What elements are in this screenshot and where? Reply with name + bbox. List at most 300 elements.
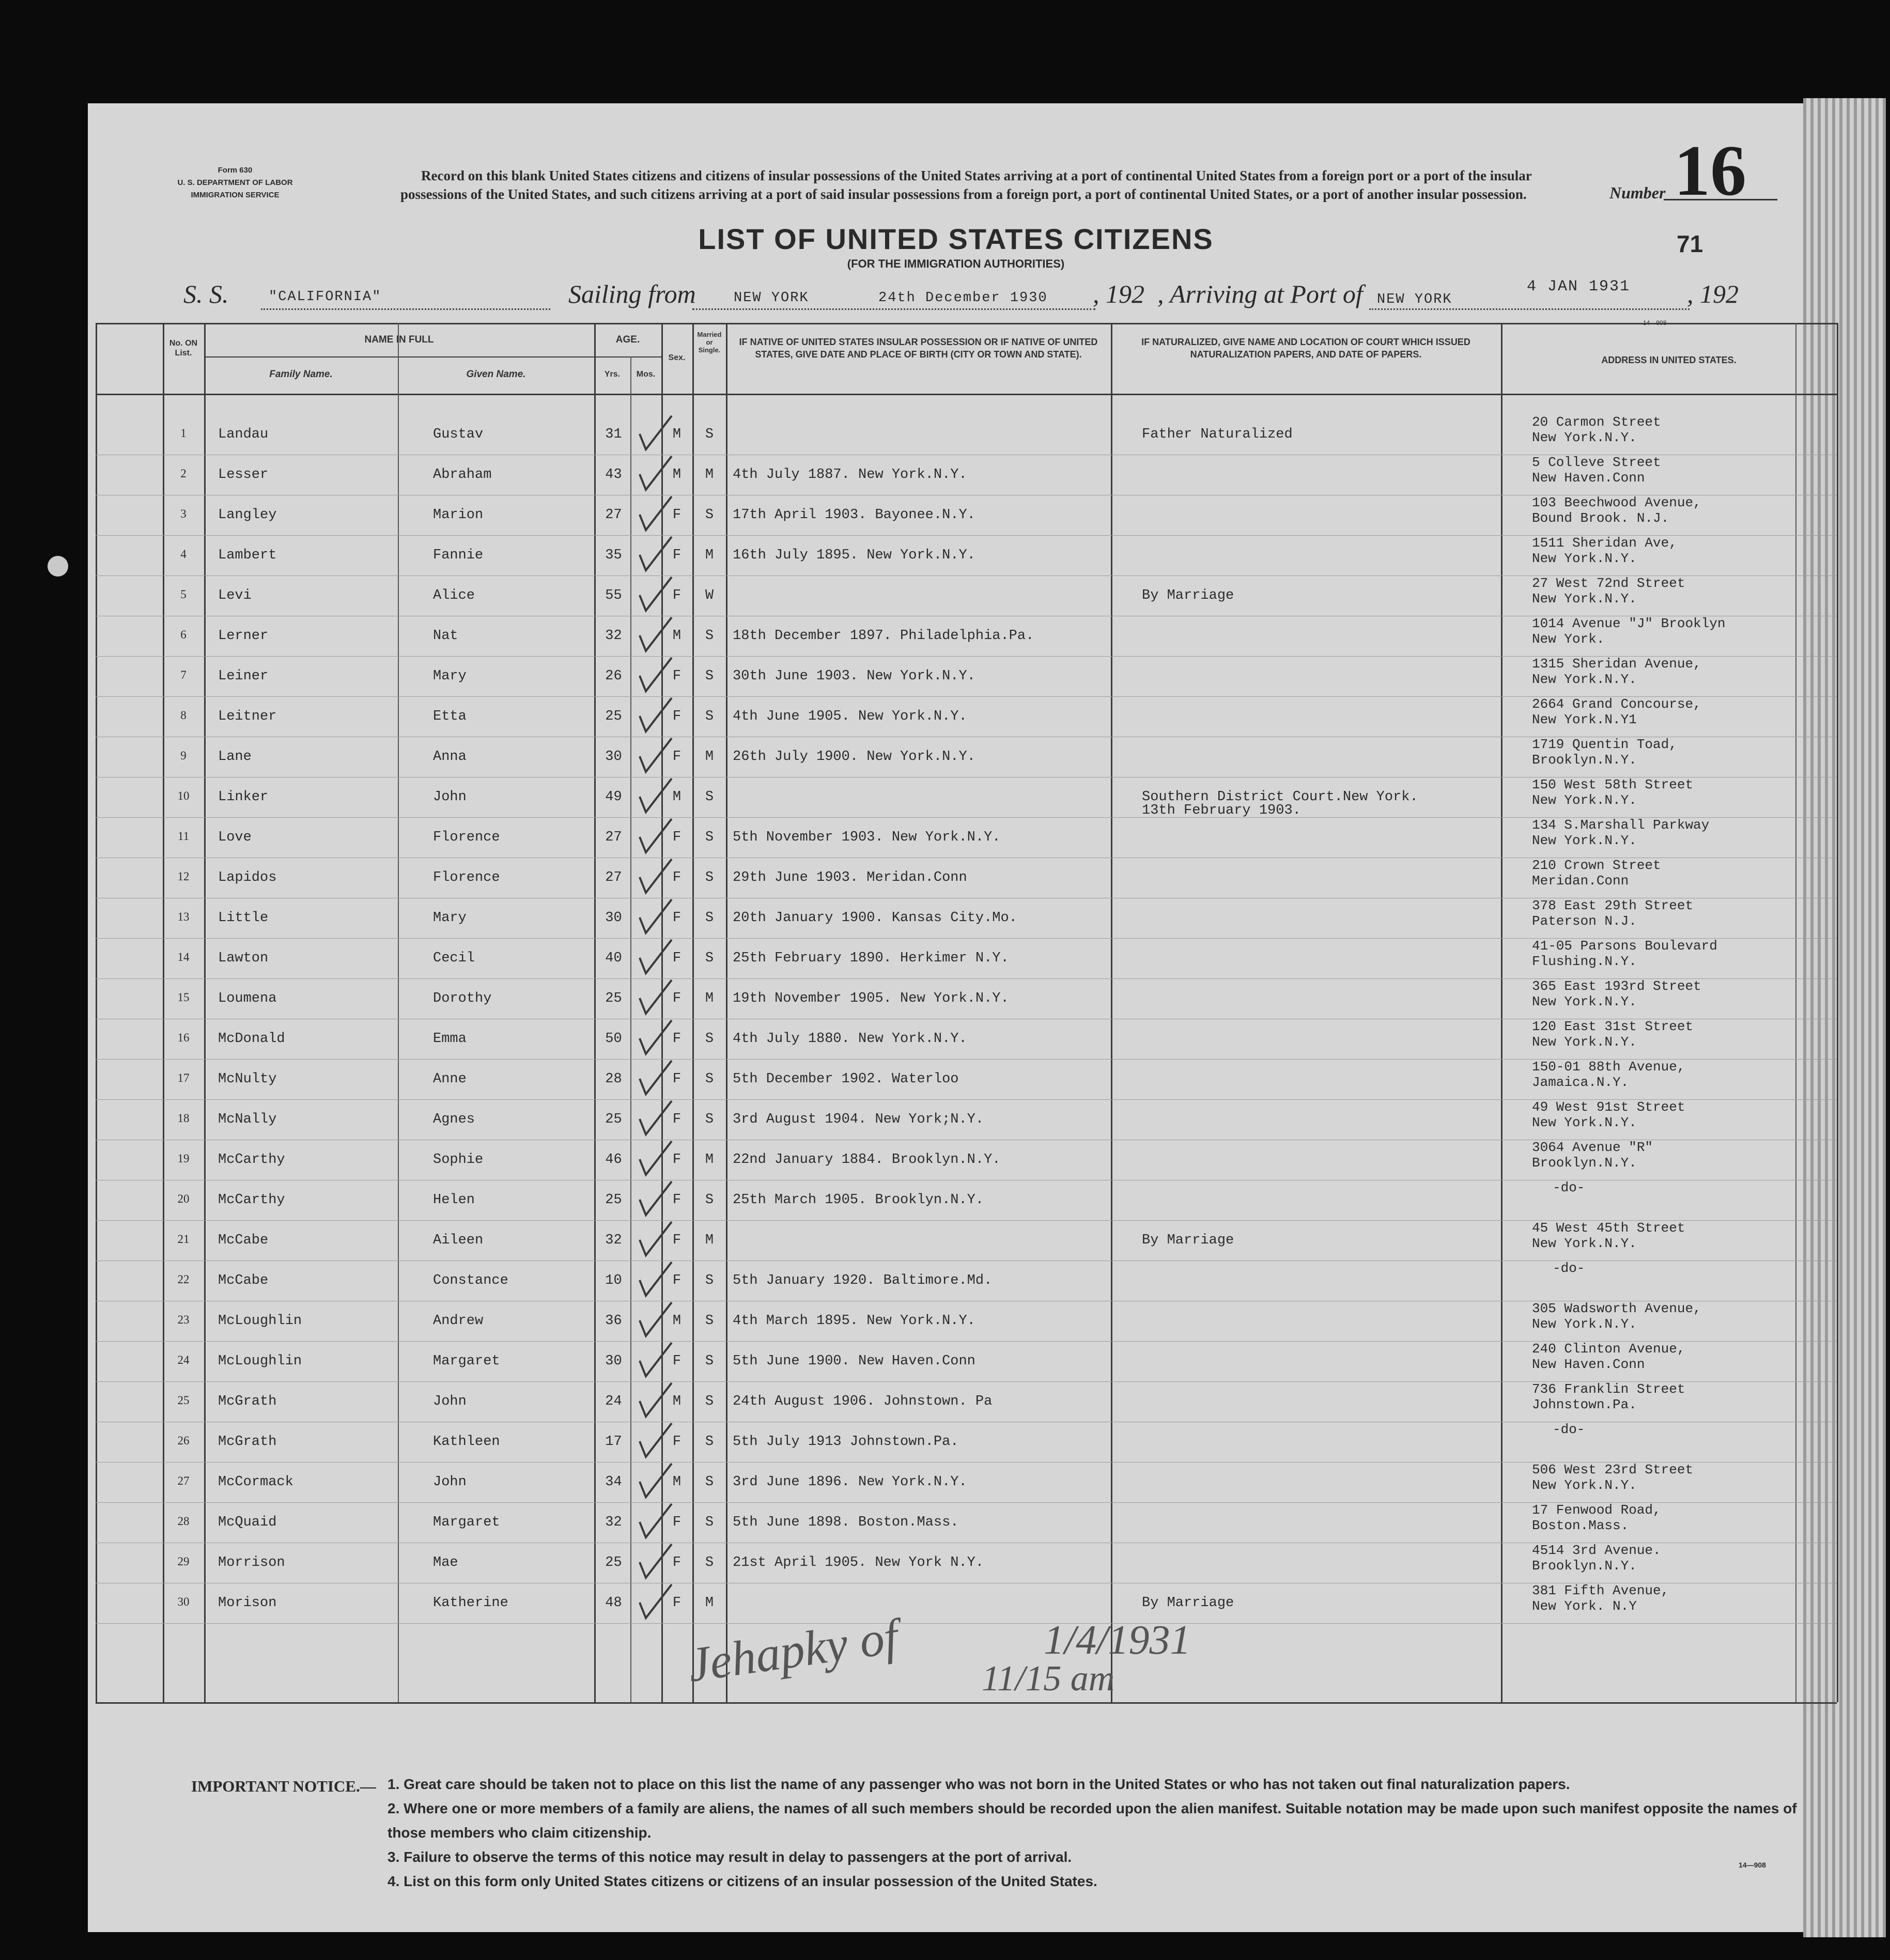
row-yrs: 30 xyxy=(605,749,622,765)
row-given: Mae xyxy=(433,1555,458,1570)
row-family: McLoughlin xyxy=(218,1354,302,1369)
row-given: Helen xyxy=(433,1192,475,1208)
row-ms: S xyxy=(705,1434,714,1450)
header-address: ADDRESS IN UNITED STATES. xyxy=(1601,355,1737,365)
row-family: McNulty xyxy=(218,1071,277,1087)
row-given: Etta xyxy=(433,709,467,724)
header-mos: Mos. xyxy=(636,370,656,379)
row-family: McCarthy xyxy=(218,1152,285,1168)
header-family-name: Family Name. xyxy=(269,369,333,380)
arriving-label: , Arriving at Port of xyxy=(1157,279,1363,308)
row-ms: S xyxy=(705,709,714,724)
row-address-line-1: 150-01 88th Avenue, xyxy=(1532,1059,1685,1075)
row-address-line-2: Jamaica.N.Y. xyxy=(1532,1075,1629,1090)
row-yrs: 25 xyxy=(605,709,622,724)
row-yrs: 27 xyxy=(605,830,622,845)
row-yrs: 17 xyxy=(605,1434,622,1450)
row-sex: F xyxy=(672,1152,681,1168)
row-sex: F xyxy=(672,548,681,563)
row-family: Little xyxy=(218,910,269,926)
row-address-line-1: 17 Fenwood Road, xyxy=(1532,1502,1661,1518)
row-no: 20 xyxy=(177,1192,190,1205)
row-given: Alice xyxy=(433,588,475,603)
row-family: McCarthy xyxy=(218,1192,285,1208)
row-sex: F xyxy=(672,1555,681,1570)
row-family: Leiner xyxy=(218,668,269,684)
row-sex: F xyxy=(672,1071,681,1087)
row-ms: S xyxy=(705,1071,714,1087)
row-address-line-2: New York.N.Y. xyxy=(1532,1034,1637,1050)
departure-port: NEW YORK xyxy=(734,290,809,306)
handwritten-date: 1/4/1931 xyxy=(1044,1617,1191,1663)
row-address-line-1: 1719 Quentin Toad, xyxy=(1532,737,1677,752)
row-given: Anna xyxy=(433,749,467,765)
row-ms: W xyxy=(705,588,714,603)
arrival-date-stamp: 4 JAN 1931 xyxy=(1527,278,1631,295)
row-no: 19 xyxy=(177,1152,190,1165)
row-sex: F xyxy=(672,1031,681,1047)
tally-check-mark xyxy=(640,779,672,812)
row-given: John xyxy=(433,1394,467,1409)
row-yrs: 32 xyxy=(605,1515,622,1530)
row-family: McNally xyxy=(218,1112,277,1127)
row-ms: M xyxy=(705,467,714,483)
row-sex: F xyxy=(672,709,681,724)
row-birth: 30th June 1903. New York.N.Y. xyxy=(733,668,975,684)
tally-check-mark xyxy=(640,1343,672,1376)
tally-check-mark xyxy=(640,899,672,933)
row-family: Love xyxy=(218,830,252,845)
row-sex: M xyxy=(672,789,681,805)
row-birth: 25th February 1890. Herkimer N.Y. xyxy=(733,951,1009,966)
tally-check-mark xyxy=(640,1101,672,1134)
row-family: Leitner xyxy=(218,709,277,724)
tally-check-mark xyxy=(640,537,672,570)
department-name: U. S. DEPARTMENT OF LABOR xyxy=(177,178,293,187)
row-no: 28 xyxy=(177,1515,190,1528)
row-birth: 24th August 1906. Johnstown. Pa xyxy=(733,1394,993,1409)
tally-check-mark xyxy=(640,1141,672,1175)
row-birth: 5th December 1902. Waterloo xyxy=(733,1071,959,1087)
row-given: Florence xyxy=(433,830,500,845)
row-yrs: 48 xyxy=(605,1595,622,1611)
row-sex: F xyxy=(672,1354,681,1369)
row-given: Fannie xyxy=(433,548,484,563)
row-address-line-1: -do- xyxy=(1553,1261,1585,1276)
row-address-line-2: Brooklyn.N.Y. xyxy=(1532,1155,1637,1171)
row-given: Florence xyxy=(433,870,500,885)
row-family: McGrath xyxy=(218,1394,277,1409)
row-family: Lawton xyxy=(218,951,269,966)
row-given: Margaret xyxy=(433,1515,500,1530)
row-sex: F xyxy=(672,910,681,926)
row-yrs: 35 xyxy=(605,548,622,563)
row-no: 18 xyxy=(177,1112,190,1125)
row-family: McCabe xyxy=(218,1273,269,1288)
header-sex: Sex. xyxy=(668,353,686,362)
row-address-line-1: 1315 Sheridan Avenue, xyxy=(1532,656,1701,672)
row-yrs: 25 xyxy=(605,1112,622,1127)
row-given: Agnes xyxy=(433,1112,475,1127)
tally-check-mark xyxy=(640,456,672,490)
row-sex: F xyxy=(672,1233,681,1248)
row-birth: 17th April 1903. Bayonee.N.Y. xyxy=(733,507,975,523)
row-family: Levi xyxy=(218,588,252,603)
row-yrs: 27 xyxy=(605,507,622,523)
row-address-line-1: 41-05 Parsons Boulevard xyxy=(1532,938,1717,954)
row-ms: S xyxy=(705,507,714,523)
row-given: Cecil xyxy=(433,951,475,966)
row-no: 23 xyxy=(177,1313,190,1326)
tally-check-mark xyxy=(640,819,672,852)
row-address-line-2: New York. xyxy=(1532,631,1605,647)
row-family: Linker xyxy=(218,789,269,805)
notice-item-4: 4. List on this form only United States citizens or citizens of an insular possession of the United States. xyxy=(388,1873,1097,1889)
arrival-year: , 192 xyxy=(1687,279,1739,308)
row-nat: By Marriage xyxy=(1142,1595,1234,1611)
row-address-line-2: Paterson N.J. xyxy=(1532,913,1637,929)
row-ms: S xyxy=(705,1515,714,1530)
row-address-line-1: 45 West 45th Street xyxy=(1532,1220,1685,1236)
row-ms: S xyxy=(705,1555,714,1570)
row-address-line-1: -do- xyxy=(1553,1422,1585,1437)
row-yrs: 25 xyxy=(605,1192,622,1208)
tally-check-mark xyxy=(640,940,672,973)
row-ms: S xyxy=(705,1031,714,1047)
row-yrs: 28 xyxy=(605,1071,622,1087)
row-yrs: 32 xyxy=(605,1233,622,1248)
row-yrs: 34 xyxy=(605,1474,622,1490)
row-nat: Southern District Court.New York. xyxy=(1142,789,1418,805)
row-address-line-1: 4514 3rd Avenue. xyxy=(1532,1543,1661,1558)
row-no: 30 xyxy=(177,1595,190,1608)
row-no: 29 xyxy=(177,1555,190,1568)
row-sex: F xyxy=(672,951,681,966)
row-birth: 18th December 1897. Philadelphia.Pa. xyxy=(733,628,1034,644)
row-no: 17 xyxy=(177,1071,190,1084)
row-ms: S xyxy=(705,1192,714,1208)
row-family: McGrath xyxy=(218,1434,277,1450)
row-family: Landau xyxy=(218,427,269,442)
row-address-line-1: 120 East 31st Street xyxy=(1532,1019,1694,1034)
row-given: Gustav xyxy=(433,427,484,442)
row-ms: S xyxy=(705,1313,714,1329)
list-number: 16 xyxy=(1674,131,1746,211)
row-given: John xyxy=(433,789,467,805)
row-given: Nat xyxy=(433,628,458,644)
row-given: John xyxy=(433,1474,467,1490)
form-number: Form 630 xyxy=(218,166,253,175)
important-notice-heading: IMPORTANT NOTICE.— xyxy=(191,1777,376,1795)
arrival-port: NEW YORK xyxy=(1377,292,1452,307)
row-given: Abraham xyxy=(433,467,492,483)
row-no: 7 xyxy=(180,668,187,681)
handwritten-time: 11/15 am xyxy=(982,1659,1115,1699)
row-address-line-2: Boston.Mass. xyxy=(1532,1518,1629,1533)
row-yrs: 24 xyxy=(605,1394,622,1409)
page-number: 71 xyxy=(1677,230,1703,257)
row-given: Mary xyxy=(433,668,467,684)
header-no: No. ON List. xyxy=(169,339,198,357)
row-sex: M xyxy=(672,467,681,483)
row-address-line-1: 20 Carmon Street xyxy=(1532,414,1661,430)
row-family: McLoughlin xyxy=(218,1313,302,1329)
document-title: LIST OF UNITED STATES CITIZENS xyxy=(698,223,1214,255)
row-naturalization-date: 13th February 1903. xyxy=(1142,803,1301,818)
row-no: 22 xyxy=(177,1273,190,1286)
row-ms: M xyxy=(705,749,714,765)
row-address-line-1: 103 Beechwood Avenue, xyxy=(1532,495,1701,510)
tally-check-mark xyxy=(640,577,672,611)
row-no: 5 xyxy=(180,588,187,601)
row-no: 9 xyxy=(180,749,187,762)
row-given: Dorothy xyxy=(433,991,492,1006)
tally-check-mark xyxy=(640,1222,672,1255)
row-no: 21 xyxy=(177,1233,190,1246)
row-no: 2 xyxy=(180,467,187,480)
row-nat: Father Naturalized xyxy=(1142,427,1293,442)
row-birth: 5th June 1900. New Haven.Conn xyxy=(733,1354,975,1369)
tally-check-mark xyxy=(640,1181,672,1215)
header-birth-place: IF NATIVE OF UNITED STATES INSULAR POSSESSION OR IF NATIVE OF UNITED STATES, GIVE DATE AND PLACE OF BIRTH (CITY OR TOWN AND STATE). xyxy=(739,337,1098,360)
row-family: Lerner xyxy=(218,628,269,644)
row-sex: F xyxy=(672,1595,681,1611)
departure-date: 24th December 1930 xyxy=(878,290,1048,306)
row-yrs: 26 xyxy=(605,668,622,684)
row-no: 6 xyxy=(180,628,187,641)
row-address-line-2: Flushing.N.Y. xyxy=(1532,954,1637,969)
row-birth: 20th January 1900. Kansas City.Mo. xyxy=(733,910,1017,926)
row-given: Kathleen xyxy=(433,1434,500,1450)
row-given: Anne xyxy=(433,1071,467,1087)
row-given: Margaret xyxy=(433,1354,500,1369)
row-no: 13 xyxy=(177,910,190,923)
row-sex: F xyxy=(672,830,681,845)
row-address-line-2: Brooklyn.N.Y. xyxy=(1532,1558,1637,1574)
row-nat: By Marriage xyxy=(1142,588,1234,603)
row-family: Morison xyxy=(218,1595,277,1611)
row-ms: S xyxy=(705,1394,714,1409)
row-yrs: 27 xyxy=(605,870,622,885)
row-birth: 4th March 1895. New York.N.Y. xyxy=(733,1313,975,1329)
tally-check-mark xyxy=(640,1423,672,1457)
row-ms: M xyxy=(705,1595,714,1611)
row-given: Katherine xyxy=(433,1595,508,1611)
tally-check-mark xyxy=(640,496,672,530)
row-sex: F xyxy=(672,507,681,523)
header-naturalization: IF NATURALIZED, GIVE NAME AND LOCATION OF COURT WHICH ISSUED NATURALIZATION PAPERS, AND DATE OF PAPERS. xyxy=(1141,337,1470,360)
row-birth: 5th November 1903. New York.N.Y. xyxy=(733,830,1001,845)
row-family: McCormack xyxy=(218,1474,293,1490)
header-given-name: Given Name. xyxy=(466,369,526,380)
row-address-line-2: Bound Brook. N.J. xyxy=(1532,510,1669,526)
row-address-line-2: New York.N.Y. xyxy=(1532,430,1637,445)
row-ms: S xyxy=(705,1112,714,1127)
row-sex: F xyxy=(672,749,681,765)
row-family: Lane xyxy=(218,749,252,765)
row-birth: 19th November 1905. New York.N.Y. xyxy=(733,991,1009,1006)
row-ms: M xyxy=(705,991,714,1006)
row-yrs: 31 xyxy=(605,427,622,442)
row-address-line-1: 1014 Avenue "J" Brooklyn xyxy=(1532,616,1726,631)
row-address-line-2: New York. N.Y xyxy=(1532,1598,1637,1614)
row-ms: S xyxy=(705,910,714,926)
row-address-line-1: 3064 Avenue "R" xyxy=(1532,1140,1653,1155)
departure-year: , 192 xyxy=(1093,279,1144,308)
row-yrs: 36 xyxy=(605,1313,622,1329)
tally-check-mark xyxy=(640,980,672,1014)
print-code: 14—908 xyxy=(1643,319,1667,326)
row-yrs: 30 xyxy=(605,1354,622,1369)
row-yrs: 46 xyxy=(605,1152,622,1168)
row-birth: 22nd January 1884. Brooklyn.N.Y. xyxy=(733,1152,1001,1168)
row-sex: M xyxy=(672,628,681,644)
tally-check-mark xyxy=(640,1020,672,1054)
row-birth: 4th July 1887. New York.N.Y. xyxy=(733,467,967,483)
handwritten-signature: Jehapky of xyxy=(684,1609,902,1692)
row-address-line-2: Brooklyn.N.Y. xyxy=(1532,752,1637,768)
row-yrs: 32 xyxy=(605,628,622,644)
row-address-line-1: 506 West 23rd Street xyxy=(1532,1462,1694,1477)
row-family: McQuaid xyxy=(218,1515,277,1530)
tally-check-mark xyxy=(640,698,672,732)
row-address-line-2: New York.N.Y. xyxy=(1532,994,1637,1009)
tally-check-mark xyxy=(640,1383,672,1417)
notice-item-1: 1. Great care should be taken not to place on this list the name of any passenger who was not born in the United States or who has not taken out final naturalization papers. xyxy=(388,1776,1570,1792)
row-ms: S xyxy=(705,628,714,644)
row-nat: By Marriage xyxy=(1142,1233,1234,1248)
row-address-line-2: New York.N.Y1 xyxy=(1532,712,1637,727)
row-given: Sophie xyxy=(433,1152,484,1168)
row-address-line-1: 381 Fifth Avenue, xyxy=(1532,1583,1669,1598)
row-birth: 4th July 1880. New York.N.Y. xyxy=(733,1031,967,1047)
row-given: Andrew xyxy=(433,1313,484,1329)
row-given: Emma xyxy=(433,1031,467,1047)
row-no: 12 xyxy=(177,870,190,883)
row-address-line-1: 2664 Grand Concourse, xyxy=(1532,696,1701,712)
row-sex: F xyxy=(672,1112,681,1127)
row-address-line-1: 49 West 91st Street xyxy=(1532,1099,1685,1115)
row-birth: 5th July 1913 Johnstown.Pa. xyxy=(733,1434,959,1450)
row-address-line-1: 134 S.Marshall Parkway xyxy=(1532,817,1710,833)
tally-check-mark xyxy=(640,1504,672,1537)
row-no: 27 xyxy=(177,1474,190,1487)
row-birth: 3rd August 1904. New York;N.Y. xyxy=(733,1112,984,1127)
row-sex: F xyxy=(672,668,681,684)
notice-item-3: 3. Failure to observe the terms of this notice may result in delay to passengers at the port of arrival. xyxy=(388,1849,1072,1865)
row-family: Lambert xyxy=(218,548,277,563)
row-address-line-2: Johnstown.Pa. xyxy=(1532,1397,1637,1412)
row-address-line-1: 150 West 58th Street xyxy=(1532,777,1694,792)
row-family: Lesser xyxy=(218,467,269,483)
notice-item-2: 2. Where one or more members of a family are aliens, the names of all such members should be recorded upon the alien manifest. Suitable notation may be made upon such manifest opposite the names of those members who claim citizenship. xyxy=(388,1800,1797,1841)
row-no: 8 xyxy=(180,709,187,722)
row-address-line-2: New Haven.Conn xyxy=(1532,470,1645,486)
row-no: 15 xyxy=(177,991,190,1004)
ss-label: S. S. xyxy=(183,279,229,308)
row-ms: S xyxy=(705,830,714,845)
ship-name: "CALIFORNIA" xyxy=(269,289,382,305)
row-yrs: 50 xyxy=(605,1031,622,1047)
row-sex: F xyxy=(672,1515,681,1530)
row-address-line-1: 365 East 193rd Street xyxy=(1532,978,1701,994)
tally-check-mark xyxy=(640,1544,672,1578)
row-birth: 16th July 1895. New York.N.Y. xyxy=(733,548,975,563)
row-given: Constance xyxy=(433,1273,508,1288)
row-sex: M xyxy=(672,1474,681,1490)
row-address-line-1: 27 West 72nd Street xyxy=(1532,575,1685,591)
tally-check-mark xyxy=(640,1262,672,1296)
row-address-line-2: New York.N.Y. xyxy=(1532,1316,1637,1332)
row-yrs: 10 xyxy=(605,1273,622,1288)
row-address-line-2: New York.N.Y. xyxy=(1532,1236,1637,1251)
row-given: Aileen xyxy=(433,1233,484,1248)
row-no: 14 xyxy=(177,951,190,963)
row-birth: 26th July 1900. New York.N.Y. xyxy=(733,749,975,765)
sailing-from-label: Sailing from xyxy=(568,279,696,308)
row-address-line-1: 5 Colleve Street xyxy=(1532,455,1661,470)
row-address-line-1: 378 East 29th Street xyxy=(1532,898,1694,913)
row-family: Loumena xyxy=(218,991,277,1006)
tally-check-mark xyxy=(640,1061,672,1094)
row-no: 16 xyxy=(177,1031,190,1044)
row-ms: S xyxy=(705,870,714,885)
header-age: AGE. xyxy=(615,334,640,345)
row-address-line-2: New York.N.Y. xyxy=(1532,833,1637,848)
row-sex: M xyxy=(672,1394,681,1409)
row-ms: S xyxy=(705,1273,714,1288)
row-no: 3 xyxy=(180,507,187,520)
tally-check-mark xyxy=(640,859,672,893)
row-address-line-1: -do- xyxy=(1553,1180,1585,1195)
row-address-line-2: New York.N.Y. xyxy=(1532,672,1637,687)
row-yrs: 49 xyxy=(605,789,622,805)
document-subtitle: (FOR THE IMMIGRATION AUTHORITIES) xyxy=(847,257,1065,270)
row-yrs: 55 xyxy=(605,588,622,603)
row-given: Marion xyxy=(433,507,484,523)
row-sex: F xyxy=(672,1434,681,1450)
row-sex: F xyxy=(672,588,681,603)
tally-check-mark xyxy=(640,1584,672,1618)
row-no: 24 xyxy=(177,1354,190,1366)
row-family: McDonald xyxy=(218,1031,285,1047)
row-ms: S xyxy=(705,1354,714,1369)
row-address-line-1: 1511 Sheridan Ave, xyxy=(1532,535,1677,551)
row-birth: 5th June 1898. Boston.Mass. xyxy=(733,1515,959,1530)
row-ms: S xyxy=(705,951,714,966)
row-address-line-1: 210 Crown Street xyxy=(1532,858,1661,873)
tally-check-mark xyxy=(640,1302,672,1336)
row-address-line-2: New York.N.Y. xyxy=(1532,591,1637,606)
row-family: Morrison xyxy=(218,1555,285,1570)
tally-check-mark xyxy=(640,617,672,651)
row-sex: F xyxy=(672,1192,681,1208)
row-birth: 29th June 1903. Meridan.Conn xyxy=(733,870,967,885)
row-address-line-1: 736 Franklin Street xyxy=(1532,1381,1685,1397)
row-no: 25 xyxy=(177,1394,190,1407)
row-sex: M xyxy=(672,1313,681,1329)
tally-check-mark xyxy=(640,1464,672,1497)
tally-check-mark xyxy=(640,416,672,449)
header-married-single: Married or Single. xyxy=(697,331,722,354)
row-yrs: 43 xyxy=(605,467,622,483)
row-sex: F xyxy=(672,1273,681,1288)
row-yrs: 30 xyxy=(605,910,622,926)
row-no: 1 xyxy=(180,427,187,440)
row-sex: F xyxy=(672,991,681,1006)
row-sex: M xyxy=(672,427,681,442)
row-ms: S xyxy=(705,668,714,684)
